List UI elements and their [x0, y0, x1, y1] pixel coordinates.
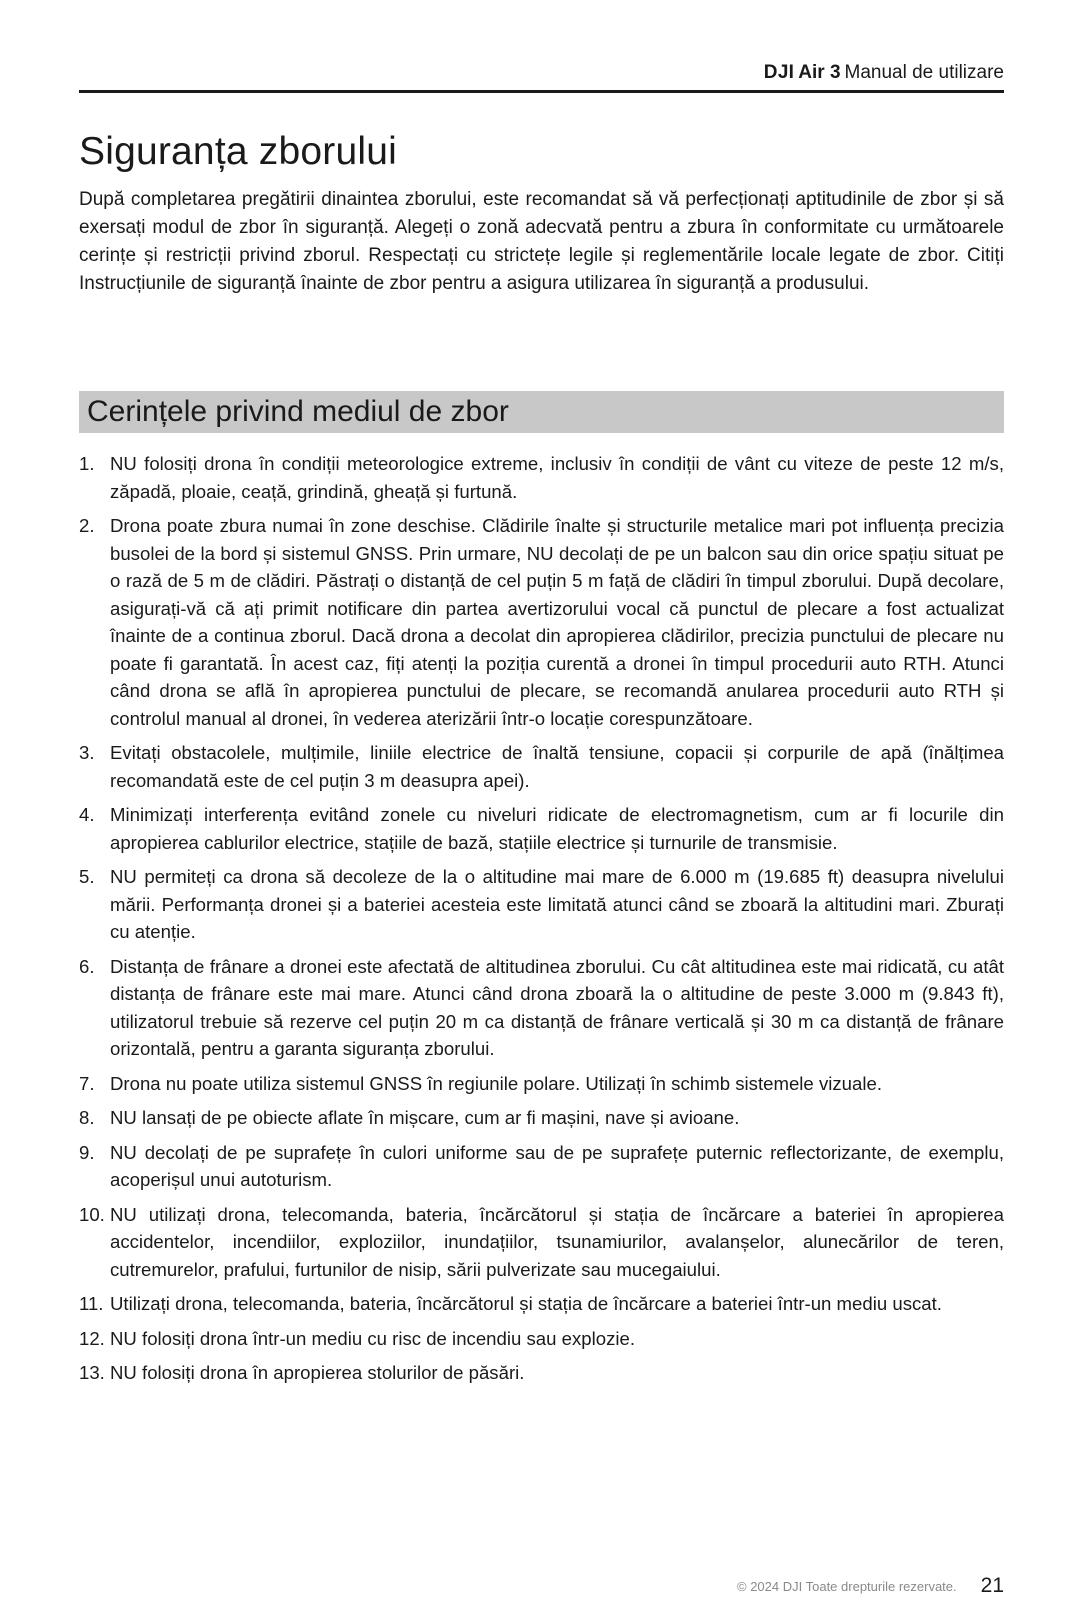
item-text: NU folosiți drona în apropierea stolurilor de păsări. [110, 1362, 525, 1383]
list-item [79, 801, 1004, 856]
list-item [79, 1104, 1004, 1132]
item-text: NU permiteți ca drona să decoleze de la o altitudine mai mare de 6.000 m (19.685 ft) deasupra nivelului mării. Performanța dronei și a bateriei acesteia este limitată atunci când se zboară la altitudini mari. Zburați cu atenție. [110, 866, 1004, 942]
item-number: 2. [79, 515, 95, 536]
header-divider [79, 90, 1004, 93]
item-text: NU decolați de pe suprafețe în culori uniforme sau de pe suprafețe puternic reflectorizante, de exemplu, acoperișul unui autoturism. [110, 1141, 1004, 1190]
list-item [79, 1201, 1004, 1284]
intro-paragraph: După completarea pregătirii dinaintea zborului, este recomandat să vă perfecționați aptitudinile de zbor și să exersați modul de zbor în siguranță. Alegeți o zonă adecvată pentru a zbura în conformitate cu următoarele cerințe și restricții privind zborul. Respectați cu strictețe legile și reglementările locale legate de zbor. Citiți Instrucțiunile de siguranță înainte de zbor pentru a asigura utilizarea în siguranță a produsului. [79, 189, 1004, 294]
header-model: Air 3 [798, 62, 841, 83]
page-footer [737, 1574, 1004, 1598]
item-number: 1. [79, 453, 95, 474]
list-item [79, 953, 1004, 1063]
item-text: Evitați obstacolele, mulțimile, liniile electrice de înaltă tensiune, copacii și corpurile de apă (înălțimea recomandată este de cel puțin 3 m deasupra apei). [110, 742, 1004, 791]
item-number: 11. [79, 1293, 104, 1314]
section-title: Cerințele privind mediul de zbor [87, 395, 509, 428]
requirements-list [79, 450, 1004, 1394]
item-number: 7. [79, 1072, 95, 1094]
header-brand: DJI [763, 62, 795, 83]
item-number: 6. [79, 955, 95, 977]
list-item [79, 450, 1004, 505]
item-number: 9. [79, 1141, 95, 1163]
item-number: 4. [79, 804, 95, 825]
list-item [79, 1070, 1004, 1098]
item-text: Drona nu poate utiliza sistemul GNSS în regiunile polare. Utilizați în schimb sistemele vizuale. [110, 1072, 882, 1094]
item-text: NU lansați de pe obiecte aflate în mișcare, cum ar fi mașini, nave și avioane. [110, 1107, 740, 1128]
item-text: NU folosiți drona în condiții meteorologice extreme, inclusiv în condiții de vânt cu viteze de peste 12 m/s, zăpadă, ploaie, ceață, grindină, gheață și furtună. [110, 453, 1004, 502]
item-text: Distanța de frânare a dronei este afectată de altitudinea zborului. Cu cât altitudinea este mai ridicată, cu atât distanța de frânare este mai mare. Atunci când drona zboară la o altitudine de peste 3.000 m (9.843 ft), utilizatorul trebuie să rezerve cel puțin 20 m ca distanță de frânare verticală și 30 m ca distanță de frânare orizontală, pentru a garanta siguranța zborului. [110, 955, 1004, 1059]
manual-page [79, 0, 1004, 1600]
item-text: NU utilizați drona, telecomanda, bateria, încărcătorul și stația de încărcare a bateriei în apropierea accidentelor, incendiilor, exploziilor, inundațiilor, tsunamiurilor, avalanșelor, alunecărilor de teren, cutremurelor, prafului, furtunilor de nisip, sării pulverizate sau mucegaiului. [110, 1203, 1004, 1280]
page-number: 21 [980, 1574, 1004, 1597]
page-title: Siguranța zborului [79, 130, 397, 173]
list-item [79, 1325, 1004, 1353]
item-number: 8. [79, 1107, 95, 1128]
header-manual-title: Manual de utilizare [844, 62, 1004, 83]
list-item [79, 739, 1004, 794]
item-number: 10. [79, 1203, 105, 1225]
item-text: Utilizați drona, telecomanda, bateria, încărcătorul și stația de încărcare a bateriei într-un mediu uscat. [110, 1293, 942, 1314]
item-number: 13. [79, 1362, 105, 1383]
list-item [79, 512, 1004, 732]
item-text: Drona poate zbura numai în zone deschise. Clădirile înalte și structurile metalice mari pot influența precizia busolei de la bord și sistemul GNSS. Prin urmare, NU decolați de pe un balcon sau din orice spațiu situat pe o rază de 5 m de clădiri. Păstrați o distanță de cel puțin 5 m față de clădiri în timpul zborului. După decolare, asigurați-vă că ați primit notificare din partea avertizorului vocal că punctul de plecare a fost actualizat înainte de a continua zborul. Dacă drona a decolat din apropierea clădirilor, precizia punctului de plecare nu poate fi garantată. În acest caz, fiți atenți la poziția curentă a dronei în timpul procedurii auto RTH. Atunci când drona se află în apropierea punctului de plecare, se recomandă anularea procedurii auto RTH și controlul manual al dronei, în vederea aterizării într-o locație corespunzătoare. [110, 515, 1004, 729]
item-number: 3. [79, 742, 95, 763]
list-item [79, 1290, 1004, 1318]
item-number: 12. [79, 1327, 105, 1349]
item-number: 5. [79, 866, 95, 887]
list-item [79, 863, 1004, 946]
item-text: NU folosiți drona într-un mediu cu risc de incendiu sau explozie. [110, 1327, 636, 1349]
copyright-notice: © 2024 DJI Toate drepturile rezervate. [737, 1578, 957, 1594]
list-item [79, 1139, 1004, 1194]
item-text: Minimizați interferența evitând zonele cu niveluri ridicate de electromagnetism, cum ar fi locurile din apropierea cablurilor electrice, stațiile de bază, stațiile electrice și turnurile de transmisie. [110, 804, 1004, 853]
list-item [79, 1359, 1004, 1387]
page-header [764, 62, 1004, 84]
section-heading-bar [79, 391, 1004, 433]
